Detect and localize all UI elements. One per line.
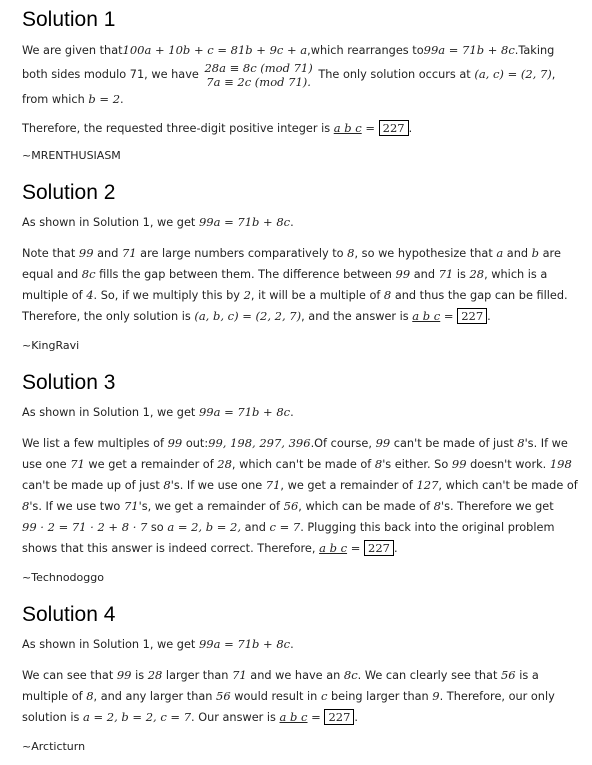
author: ~MRENTHUSIASM: [22, 149, 121, 162]
paragraph: As shown in Solution 1, we get 99a = 71b + 8c.: [22, 405, 294, 419]
author: ~KingRavi: [22, 339, 80, 352]
answer-box: 227: [364, 540, 394, 556]
section-title: Solution 1: [22, 8, 116, 31]
paragraph: Note that 99 and 71 are large numbers comparatively to 8, so we hypothesize that a and b are equal and 8c fills the gap between them. The difference between 99 and 71 is 28, which is a multiple of 4. So, if we multiply this by 2, it will be a multiple of 8 and thus the gap can be filled. Therefore, the only solution is (a, b, c) = (2, 2, 7), and the answer is a b c = 227 .: [22, 246, 568, 323]
math: 99a = 71b + 8c: [198, 215, 291, 229]
paragraph: As shown in Solution 1, we get 99a = 71b + 8c.: [22, 215, 294, 229]
abc-expression: a b c: [412, 309, 441, 323]
section-title: Solution 3: [22, 371, 116, 394]
solution-3: [22, 370, 578, 588]
solution-2: [22, 180, 578, 356]
math: 100a + 10b + c = 81b + 9c + a: [122, 43, 308, 57]
answer-box: 227: [379, 120, 409, 136]
paragraph: As shown in Solution 1, we get 99a = 71b + 8c.: [22, 637, 294, 651]
section-title: Solution 2: [22, 181, 116, 204]
author: ~Technodoggo: [22, 571, 104, 584]
math: 99a = 71b + 8c: [198, 405, 291, 419]
paragraph: We list a few multiples of 99 out:99, 198, 297, 396.Of course, 99 can't be made of just 8's. If we use one 71 we get a remainder of 28, which can't be made of 8's either. So 99 doesn't work. 198 can't be made up of just 8's. If we use one 71, we get a remainder of 127, which can't be made of 8's. If we use two 71's, we get a remainder of 56, which can be made of 8's. Therefore we get 99 · 2 = 71 · 2 + 8 · 7 so a = 2, b = 2, and c = 7. Plugging this back into the original problem shows that this answer is indeed correct. Therefore, a b c = 227 .: [22, 436, 578, 555]
abc-expression: a b c: [333, 121, 362, 135]
solution-1: [22, 0, 578, 166]
answer-box: 227: [457, 308, 487, 324]
math: 99a = 71b + 8c: [198, 637, 291, 651]
math: (a, c) = (2, 7): [474, 67, 552, 81]
congruence-system: 28a ≡ 8c (mod 71) 7a ≡ 2c (mod 71).: [204, 61, 313, 89]
answer-box: 227: [324, 709, 354, 725]
paragraph: Therefore, the requested three-digit positive integer is a b c = 227 .: [22, 121, 413, 135]
math: b = 2: [88, 92, 121, 106]
abc-expression: a b c: [319, 541, 348, 555]
math: 99a = 71b + 8c: [423, 43, 515, 57]
solution-4: [22, 602, 578, 757]
paragraph: We are given that100a + 10b + c = 81b + 9c + a,which rearranges to99a = 71b + 8c.Taking both sides modulo 71, we have 28a ≡ 8c (mod 71) 7a ≡ 2c (mod 71). The only solution occurs at (a, c) = (2, 7), from which b = 2.: [22, 43, 556, 106]
section-title: Solution 4: [22, 603, 116, 626]
paragraph: We can see that 99 is 28 larger than 71 and we have an 8c. We can clearly see that 56 is a multiple of 8, and any larger than 56 would result in c being larger than 9. Therefore, our only solution is a = 2, b = 2, c = 7. Our answer is a b c = 227 .: [22, 668, 555, 724]
author: ~Arcticturn: [22, 740, 86, 753]
abc-expression: a b c: [279, 710, 308, 724]
